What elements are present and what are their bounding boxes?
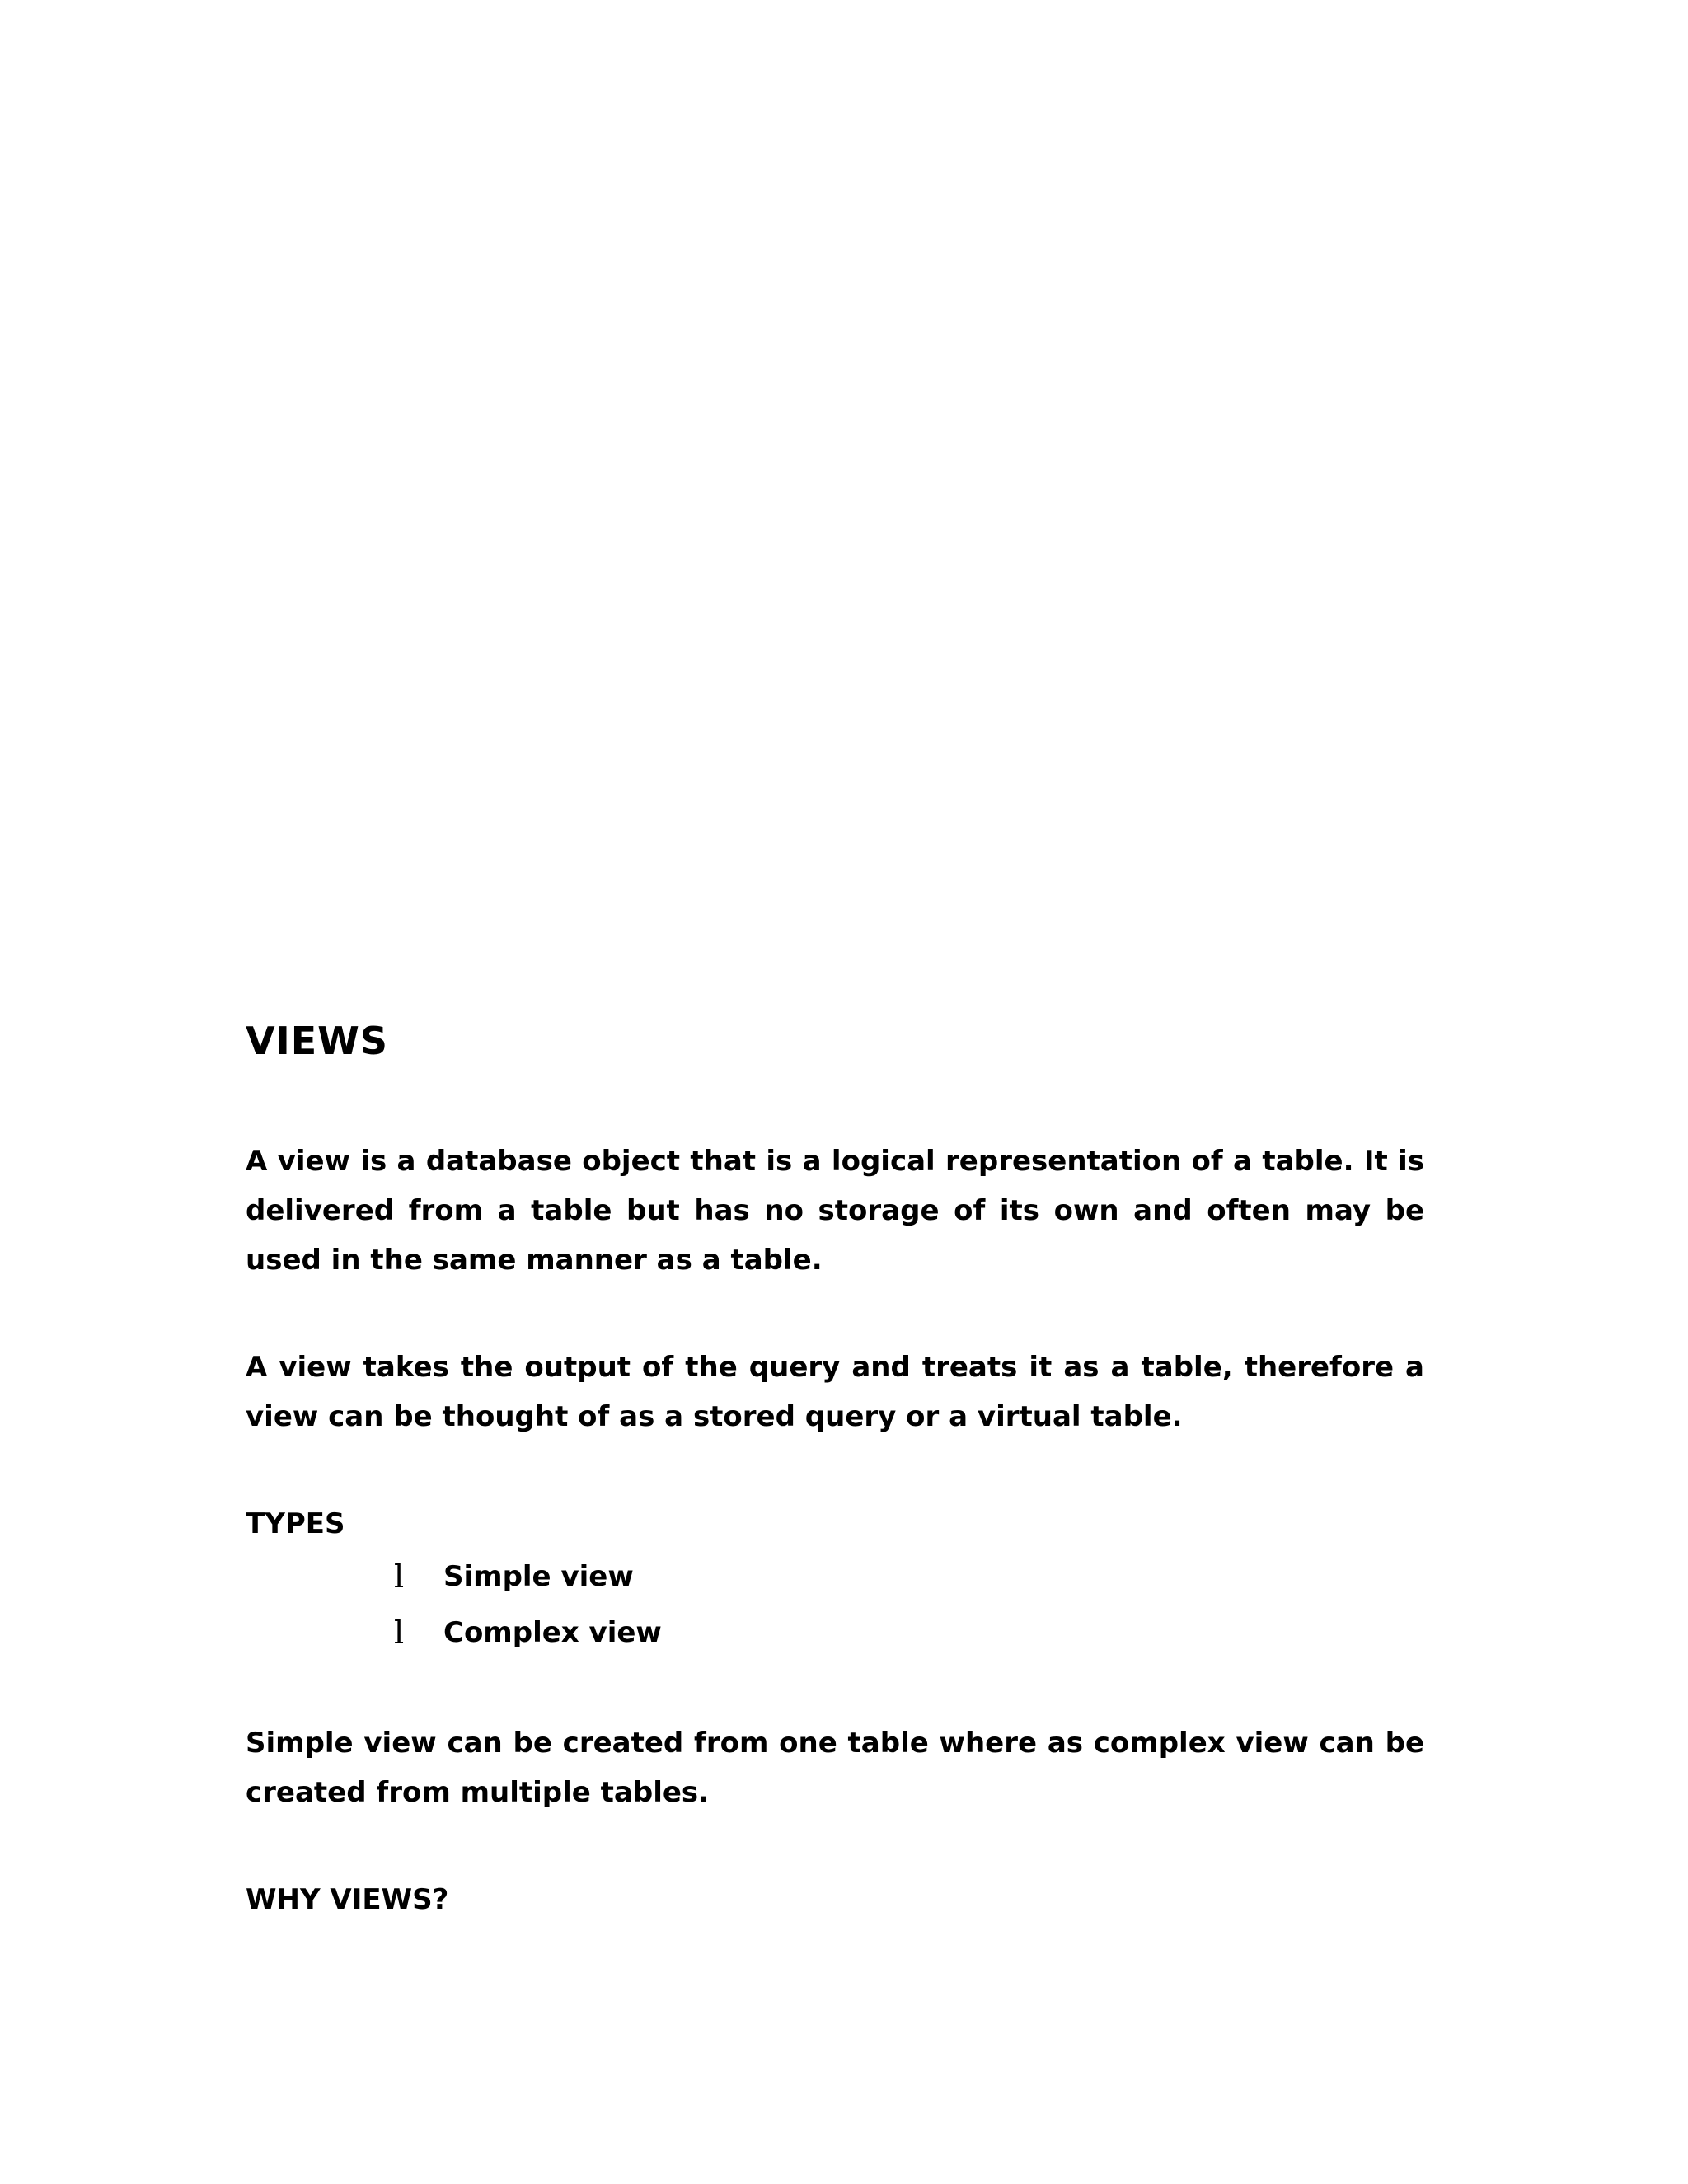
list-item-label: Complex view	[443, 1616, 662, 1649]
definition-paragraph: A view is a database object that is a logical representation of a table. It is delivered from a table but has no storage of its own and often may be used in the same manner as a table.	[246, 1145, 1424, 1277]
comparison-paragraph: Simple view can be created from one table where as complex view can be created from multiple tables.	[246, 1727, 1424, 1809]
document-content	[246, 1018, 1424, 1924]
bullet-marker: l	[394, 1615, 405, 1651]
list-item-label: Simple view	[443, 1560, 634, 1593]
view-explanation-paragraph: A view takes the output of the query and treats it as a table, therefore a view can be thought of as a stored query or a virtual table.	[246, 1351, 1424, 1433]
list-item-complex-view	[246, 1608, 1424, 1664]
list-item-simple-view	[246, 1552, 1424, 1608]
bullet-marker: l	[394, 1558, 405, 1595]
types-heading: TYPES	[246, 1507, 345, 1540]
why-views-heading: WHY VIEWS?	[246, 1883, 449, 1916]
types-list	[246, 1552, 1424, 1664]
page-title: VIEWS	[246, 1019, 389, 1063]
